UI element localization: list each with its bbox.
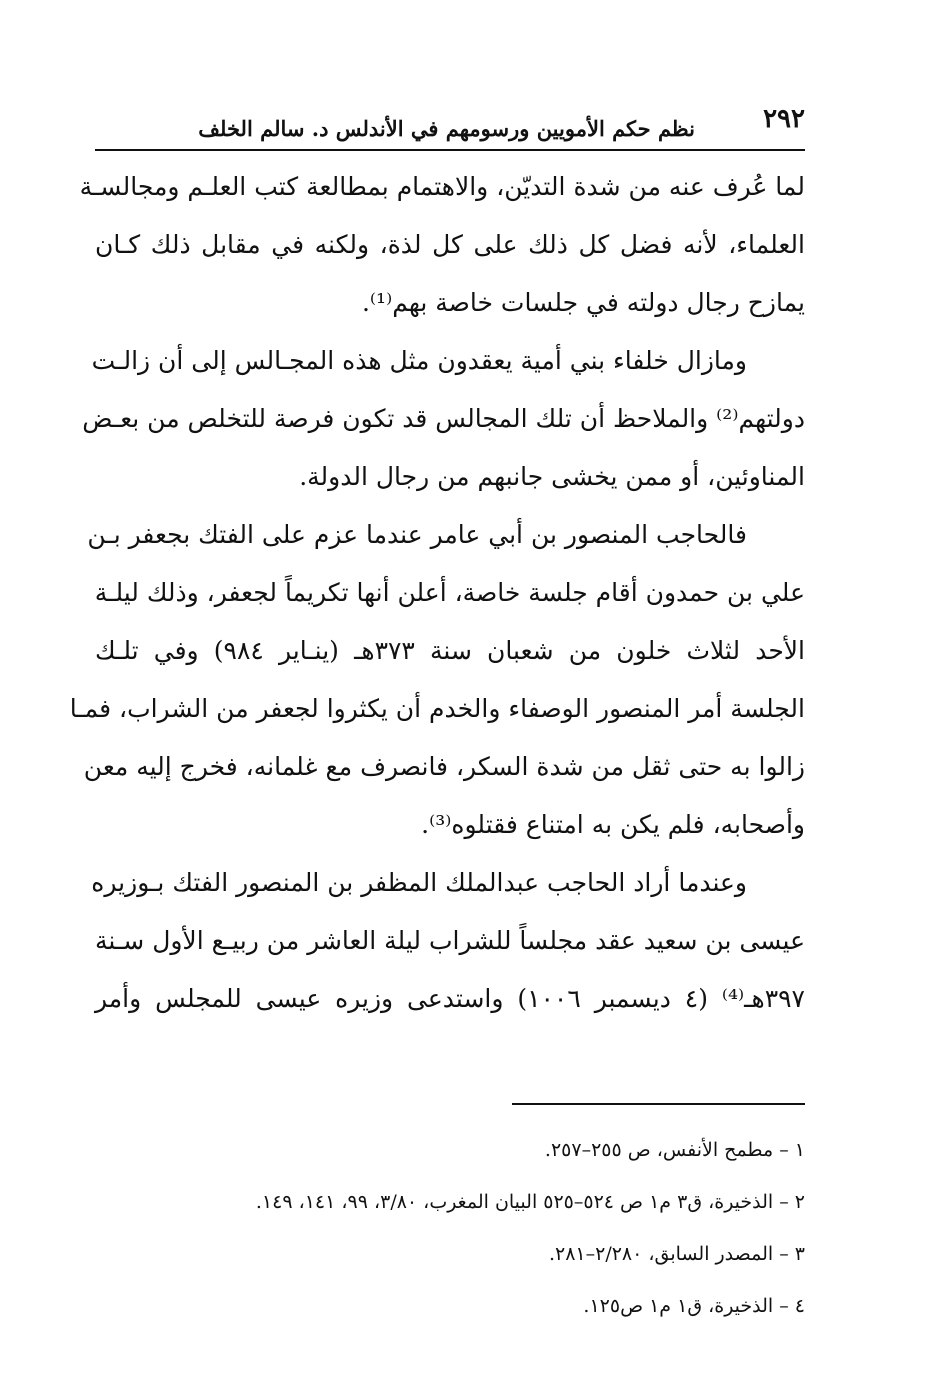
body-text <box>69 158 805 1028</box>
page-number: ٢٩٢ <box>763 104 805 134</box>
page-header <box>95 100 805 148</box>
text-line: ومازال خلفاء بني أمية يعقدون مثل هذه المجـالس إلى أن زالـت <box>91 346 747 375</box>
text-line: الجلسة أمر المنصور الوصفاء والخدم أن يكثروا لجعفر من الشراب، فمـا <box>69 694 805 723</box>
footnote: ٣ – المصدر السابق، ٢/٢٨٠–٢٨١. <box>548 1243 805 1265</box>
text-line: المناوئين، أو ممن يخشى جانبهم من رجال الدولة. <box>299 462 805 491</box>
text-line: وعندما أراد الحاجب عبدالملك المظفر بن المنصور الفتك بـوزيره <box>91 868 747 897</box>
text-line: ٣٩٧هـ⁽⁴⁾ (٤ ديسمبر ١٠٠٦) واستدعى وزيره عيسى للمجلس وأمر <box>95 984 805 1013</box>
text-line: علي بن حمدون أقام جلسة خاصة، أعلن أنها تكريماً لجعفر، وذلك ليلـة <box>94 578 805 607</box>
footnote-rule <box>512 1103 805 1105</box>
text-line: دولتهم⁽²⁾ والملاحظ أن تلك المجالس قد تكون فرصة للتخلص من بعـض <box>82 404 805 433</box>
footnotes <box>95 1128 805 1336</box>
text-line: العلماء، لأنه فضل كل ذلك على كل لذة، ولكنه في مقابل ذلك كـان <box>95 230 805 259</box>
text-line: وأصحابه، فلم يكن به امتناع فقتلوه⁽³⁾. <box>421 810 805 839</box>
header-rule <box>95 149 805 151</box>
footnote: ٢ – الذخيرة، ق٣ م١ ص ٥٢٤–٥٢٥ البيان المغرب، ٣/٨٠، ٩٩، ١٤١، ١٤٩. <box>255 1191 805 1213</box>
footnote: ٤ – الذخيرة، ق١ م١ ص١٢٥. <box>583 1295 805 1317</box>
text-line: زالوا به حتى ثقل من شدة السكر، فانصرف مع غلمانه، فخرج إليه معن <box>83 752 805 781</box>
text-line: لما عُرف عنه من شدة التديّن، والاهتمام بمطالعة كتب العلـم ومجالسـة <box>79 172 805 201</box>
text-line: فالحاجب المنصور بن أبي عامر عندما عزم على الفتك بجعفر بـن <box>87 520 747 549</box>
text-line: يمازح رجال دولته في جلسات خاصة بهم⁽¹⁾. <box>361 288 805 317</box>
text-line: عيسى بن سعيد عقد مجلساً للشراب ليلة العاشر من ربيـع الأول سـنة <box>95 926 805 955</box>
footnote: ١ – مطمح الأنفس، ص ٢٥٥–٢٥٧. <box>544 1139 805 1161</box>
text-line: الأحد لثلاث خلون من شعبان سنة ٣٧٣هـ (ينـاير ٩٨٤) وفي تلـك <box>95 636 805 665</box>
running-title: نظم حكم الأمويين ورسومهم في الأندلس د. سالم الخلف <box>198 116 695 141</box>
